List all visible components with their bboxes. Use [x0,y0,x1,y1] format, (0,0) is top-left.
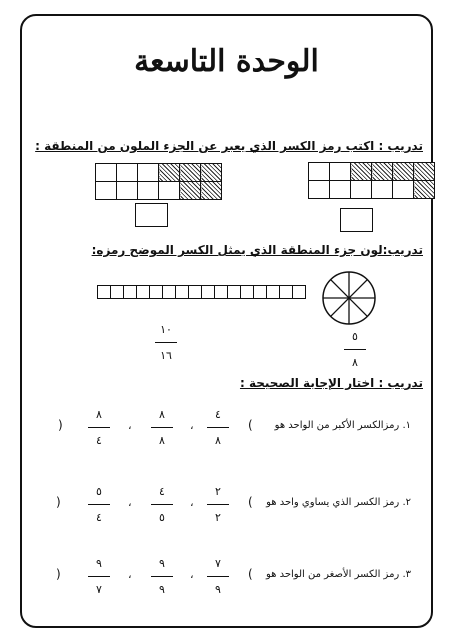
section2-heading: تدريب:لون جزء المنطقة الذي يمثل الكسر الموضح رمزه: [91,243,423,257]
option-separator: ، [190,496,194,509]
fraction-grid-right [308,162,435,199]
denominator: ٥ [159,511,165,524]
option-separator: ، [128,568,132,581]
numerator: ٩ [159,557,165,570]
strip-cell[interactable] [98,286,111,299]
grid-cell [330,163,351,181]
open-paren: ( [248,418,253,432]
answer-option[interactable] [205,485,231,524]
shaded-cell [414,181,435,199]
answer-option[interactable] [149,408,175,447]
denominator: ١٦ [160,349,172,362]
fraction-bar [344,349,366,350]
question-text: ٣. رمز الكسر الأصغر من الواحد هو [265,569,411,580]
grid-cell [96,164,117,182]
numerator: ٧ [215,557,221,570]
grid-cell [117,164,138,182]
strip-cell[interactable] [111,286,124,299]
fraction-bar [88,504,110,505]
numerator: ٩ [96,557,102,570]
open-paren: ( [248,567,253,581]
shaded-cell [393,163,414,181]
denominator: ٩ [159,583,165,596]
denominator: ٧ [96,583,102,596]
fraction-bar [151,504,173,505]
strip-cell[interactable] [163,286,176,299]
section1-heading: تدريب : اكتب رمز الكسر الذي يعبر عن الجزء الملون من المنطقة : [35,139,423,153]
close-paren: ) [56,567,61,581]
question-text: ١. رمزالكسر الأكبر من الواحد هو [274,420,411,431]
numerator: ١٠ [160,323,172,336]
answer-option[interactable] [86,557,112,596]
grid-cell [138,182,159,200]
fraction-bar [155,342,177,343]
strip-cell[interactable] [280,286,293,299]
fraction-circle[interactable] [321,270,377,326]
option-separator: ، [128,419,132,432]
denominator: ٤ [96,511,102,524]
denominator: ٤ [96,434,102,447]
fraction-bar [207,504,229,505]
denominator: ٢ [215,511,221,524]
numerator: ٢ [215,485,221,498]
fraction-bar [207,427,229,428]
shaded-cell [372,163,393,181]
question-text: ٢. رمز الكسر الذي يساوي واحد هو [266,497,411,508]
answer-option[interactable] [86,485,112,524]
shaded-cell [180,182,201,200]
shaded-cell [414,163,435,181]
answer-option[interactable] [149,557,175,596]
open-paren: ( [248,495,253,509]
denominator: ٩ [215,583,221,596]
fraction-bar [207,576,229,577]
fraction-bar [88,427,110,428]
shaded-cell [159,164,180,182]
answer-option[interactable] [205,557,231,596]
shaded-cell [201,164,222,182]
fraction-bar [151,576,173,577]
strip-cell[interactable] [150,286,163,299]
strip-cell[interactable] [215,286,228,299]
grid-cell [330,181,351,199]
grid-cell [372,181,393,199]
numerator: ٤ [159,485,165,498]
grid-cell [393,181,414,199]
strip-cell[interactable] [228,286,241,299]
numerator: ٨ [96,408,102,421]
strip-cell[interactable] [202,286,215,299]
option-separator: ، [128,496,132,509]
answer-option[interactable] [86,408,112,447]
circle-fraction-label [342,330,368,369]
grid-cell [351,181,372,199]
strip-cell[interactable] [137,286,150,299]
answer-option[interactable] [205,408,231,447]
answer-box-right[interactable] [340,208,373,232]
grid-cell [309,163,330,181]
grid-cell [96,182,117,200]
strip-cell[interactable] [124,286,137,299]
option-separator: ، [190,419,194,432]
strip-cell[interactable] [254,286,267,299]
shaded-cell [201,182,222,200]
close-paren: ) [58,418,63,432]
fraction-bar [151,427,173,428]
fraction-strip[interactable] [97,285,306,299]
strip-cell[interactable] [189,286,202,299]
strip-cell[interactable] [176,286,189,299]
denominator: ٨ [159,434,165,447]
answer-box-left[interactable] [135,203,168,227]
shaded-cell [351,163,372,181]
numerator: ٥ [352,330,358,343]
grid-cell [138,164,159,182]
denominator: ٨ [352,356,358,369]
strip-cell[interactable] [241,286,254,299]
denominator: ٨ [215,434,221,447]
section3-heading: تدريب : اختار الإجابة الصحيحة : [239,376,423,390]
strip-cell[interactable] [267,286,280,299]
numerator: ٥ [96,485,102,498]
answer-option[interactable] [149,485,175,524]
grid-cell [117,182,138,200]
shaded-cell [180,164,201,182]
strip-fraction-label [153,323,179,362]
numerator: ٤ [215,408,221,421]
fraction-bar [88,576,110,577]
strip-cell[interactable] [293,286,306,299]
close-paren: ) [56,495,61,509]
fraction-grid-left [95,163,222,200]
page-title: الوحدة التاسعة [134,44,319,79]
grid-cell [159,182,180,200]
numerator: ٨ [159,408,165,421]
grid-cell [309,181,330,199]
option-separator: ، [190,568,194,581]
